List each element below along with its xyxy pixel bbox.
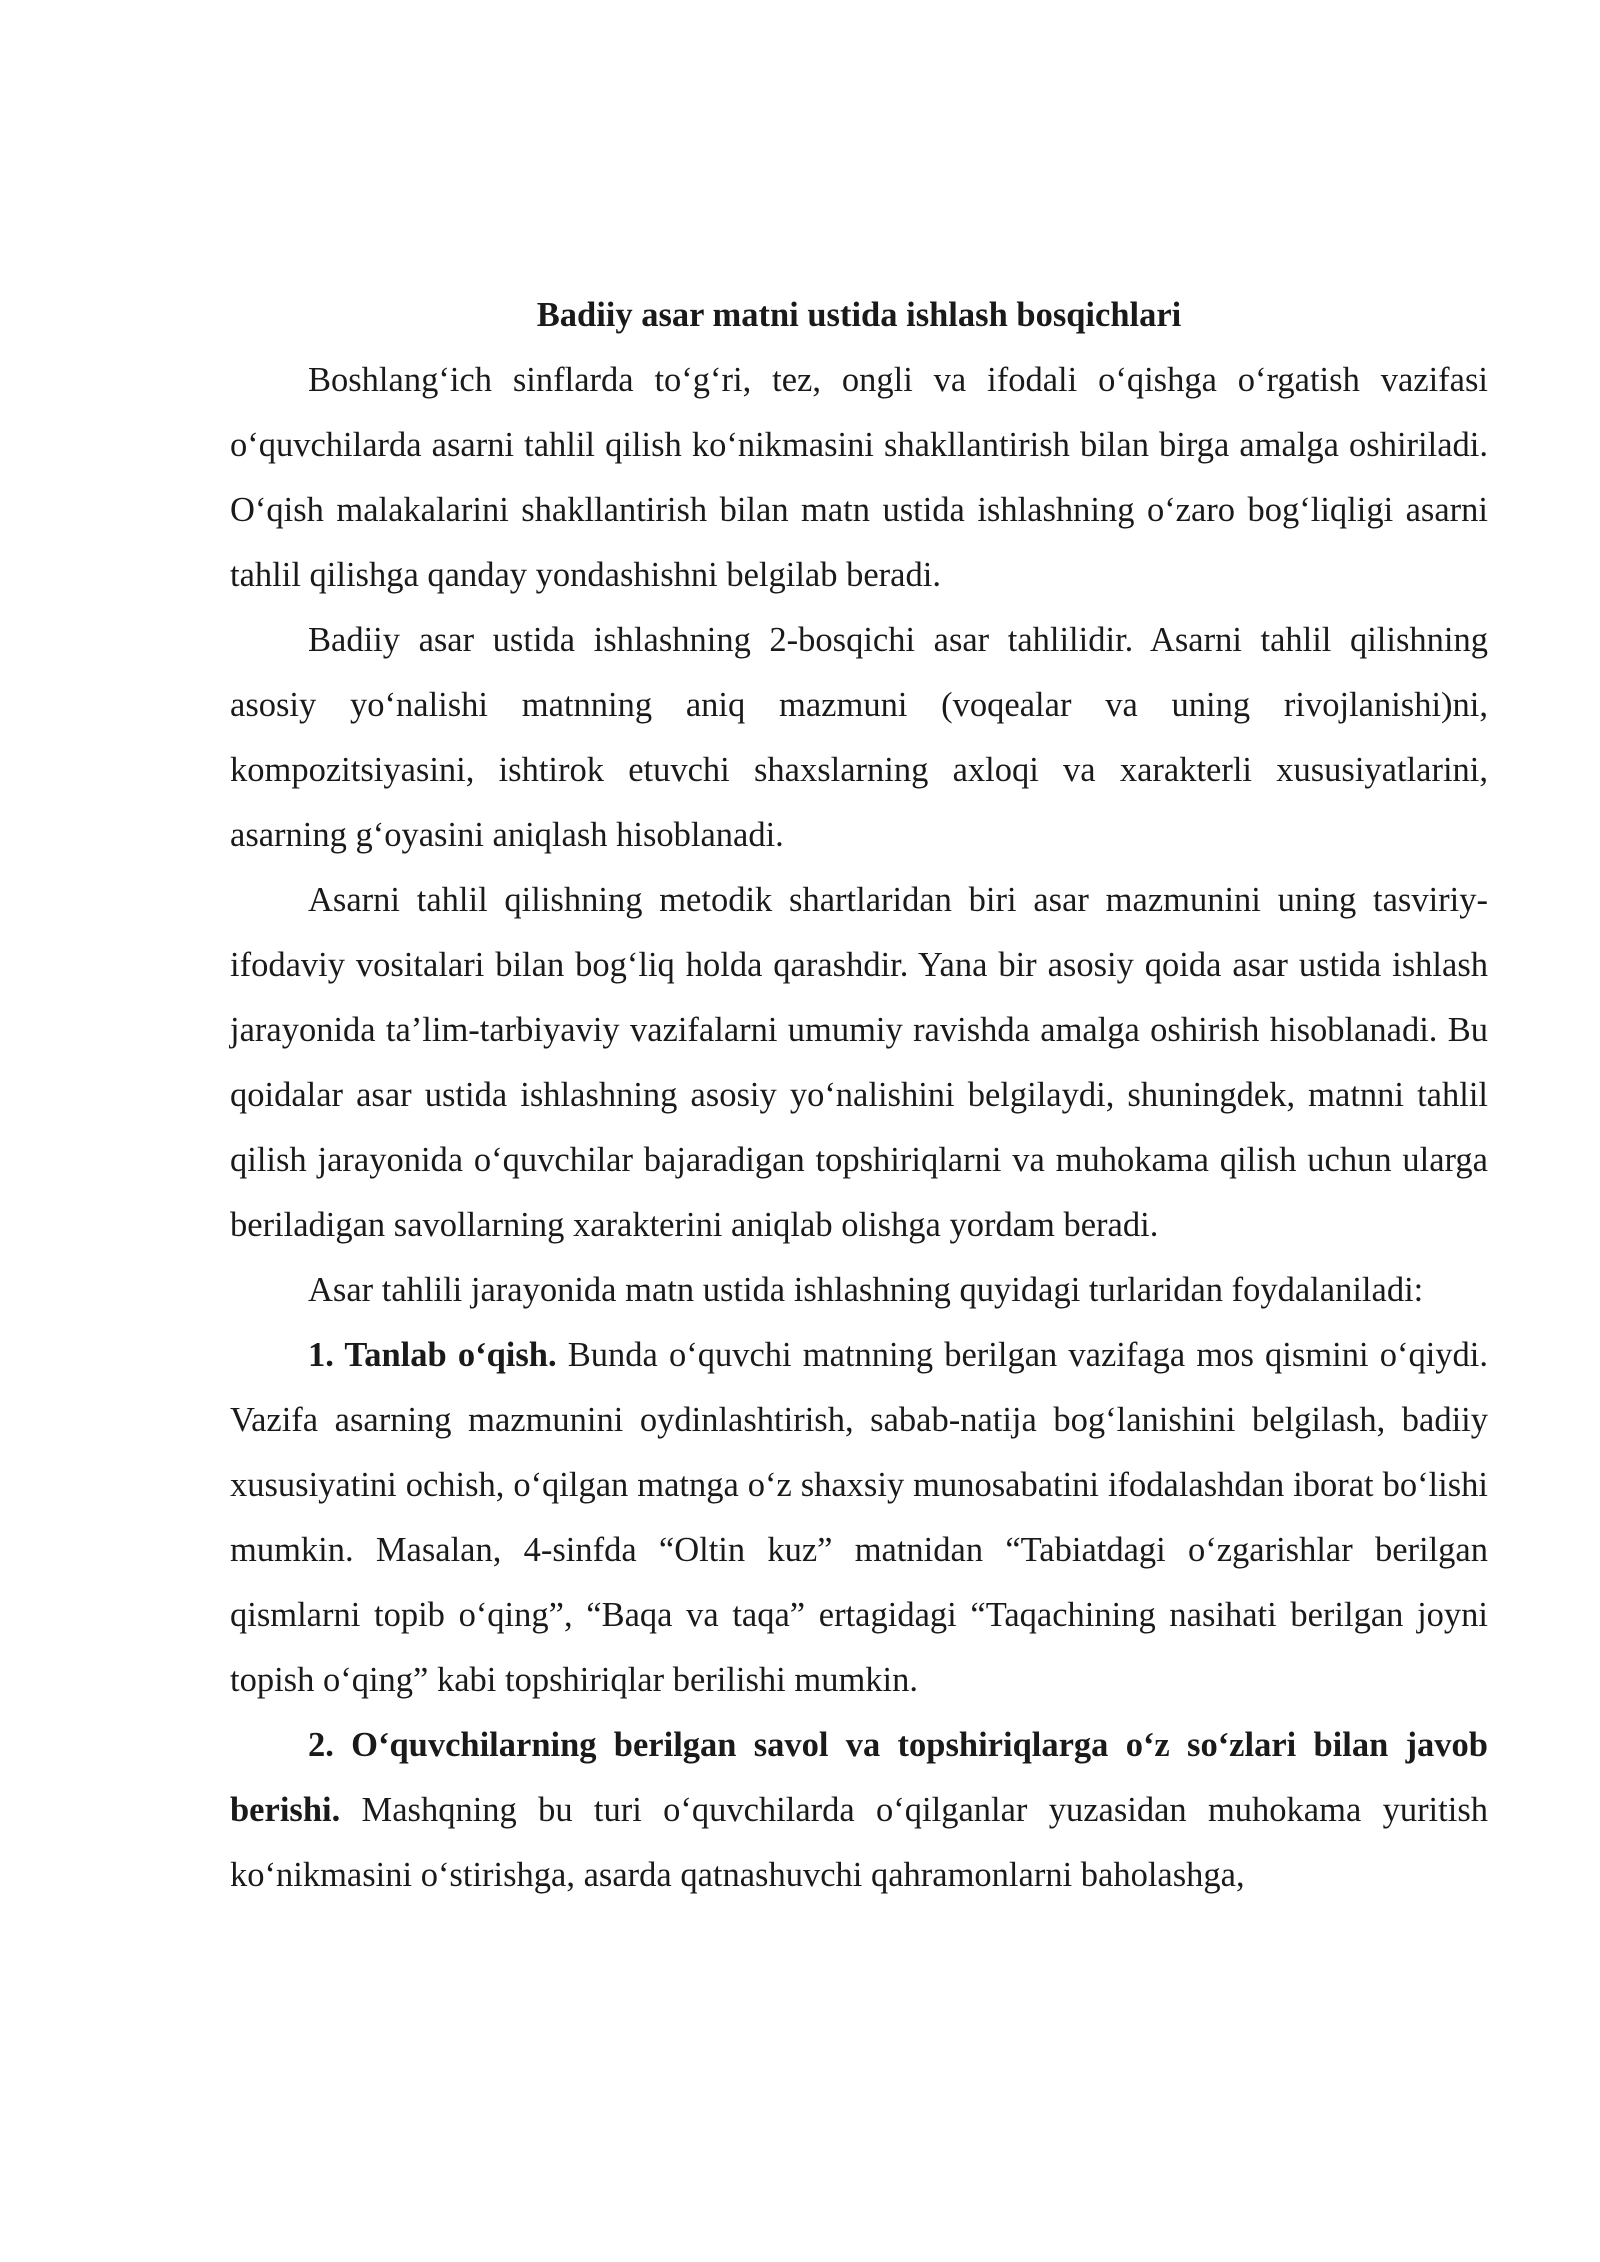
paragraph-3: Asarni tahlil qilishning metodik shartlaridan biri asar mazmunini uning tasviriy-ifodaviy vositalari bilan bog‘liq holda qarashdir. Yana bir asosiy qoida asar ustida ishlash jarayonida ta’lim-tarbiyaviy vazifalarni umumiy ravishda amalga oshirish hisoblanadi. Bu qoidalar asar ustida ishlashning asosiy yo‘nalishini belgilaydi, shuningdek, matnni tahlil qilish jarayonida o‘quvchilar bajaradigan topshiriqlarni va muhokama qilish uchun ularga beriladigan savollarning xarakterini aniqlab olishga yordam beradi. — [230, 881, 1488, 1244]
paragraph-1: Boshlang‘ich sinflarda to‘g‘ri, tez, ongli va ifodali o‘qishga o‘rgatish vazifasi o‘quvchilarda asarni tahlil qilish ko‘nikmasini shakllantirish bilan birga amalga oshiriladi. O‘qish malakalarini shakllantirish bilan matn ustida ishlashning o‘zaro bog‘liqligi asarni tahlil qilishga qanday yondashishni belgilab beradi. — [230, 361, 1488, 594]
document-body — [230, 283, 1488, 1908]
list-item-2 — [230, 1713, 1488, 1908]
paragraph-4: Asar tahlili jarayonida matn ustida ishlashning quyidagi turlaridan foydalaniladi: — [308, 1271, 1424, 1309]
list-item-1-text: Bunda o‘quvchi matnning berilgan vazifaga mos qismini o‘qiydi. Vazifa asarning mazmunini oydinlashtirish, sabab-natija bog‘lanishini belgilash, badiiy xususiyatini ochish, o‘qilgan matnga o‘z shaxsiy munosabatini ifodalashdan iborat bo‘lishi mumkin. Masalan, 4-sinfda “Oltin kuz” matnidan “Tabiatdagi o‘zgarishlar berilgan qismlarni topib o‘qing”, “Baqa va taqa” ertagidagi “Taqachining nasihati berilgan joyni topish o‘qing” kabi topshiriqlar berilishi mumkin. — [230, 1336, 1488, 1699]
paragraph-2: Badiiy asar ustida ishlashning 2-bosqichi asar tahlilidir. Asarni tahlil qilishning asosiy yo‘nalishi matnning aniq mazmuni (voqealar va uning rivojlanishi)ni, kompozitsiyasini, ishtirok etuvchi shaxslarning axloqi va xarakterli xususiyatlarini, asarning g‘oyasini aniqlash hisoblanadi. — [230, 621, 1488, 854]
document-title: Badiiy asar matni ustida ishlash bosqichlari — [536, 296, 1182, 334]
list-item-1-heading: 1. Tanlab o‘qish. — [308, 1336, 557, 1374]
list-item-2-heading: 2. O‘quvchilarning berilgan savol va topshiriqlarga o‘z so‘zlari bilan javob berishi. — [230, 1726, 1488, 1829]
list-item-2-text: Mashqning bu turi o‘quvchilarda o‘qilganlar yuzasidan muhokama yuritish ko‘nikmasini o‘stirishga, asarda qatnashuvchi qahramonlarni baholashga, — [230, 1791, 1488, 1894]
list-item-1 — [230, 1323, 1488, 1713]
